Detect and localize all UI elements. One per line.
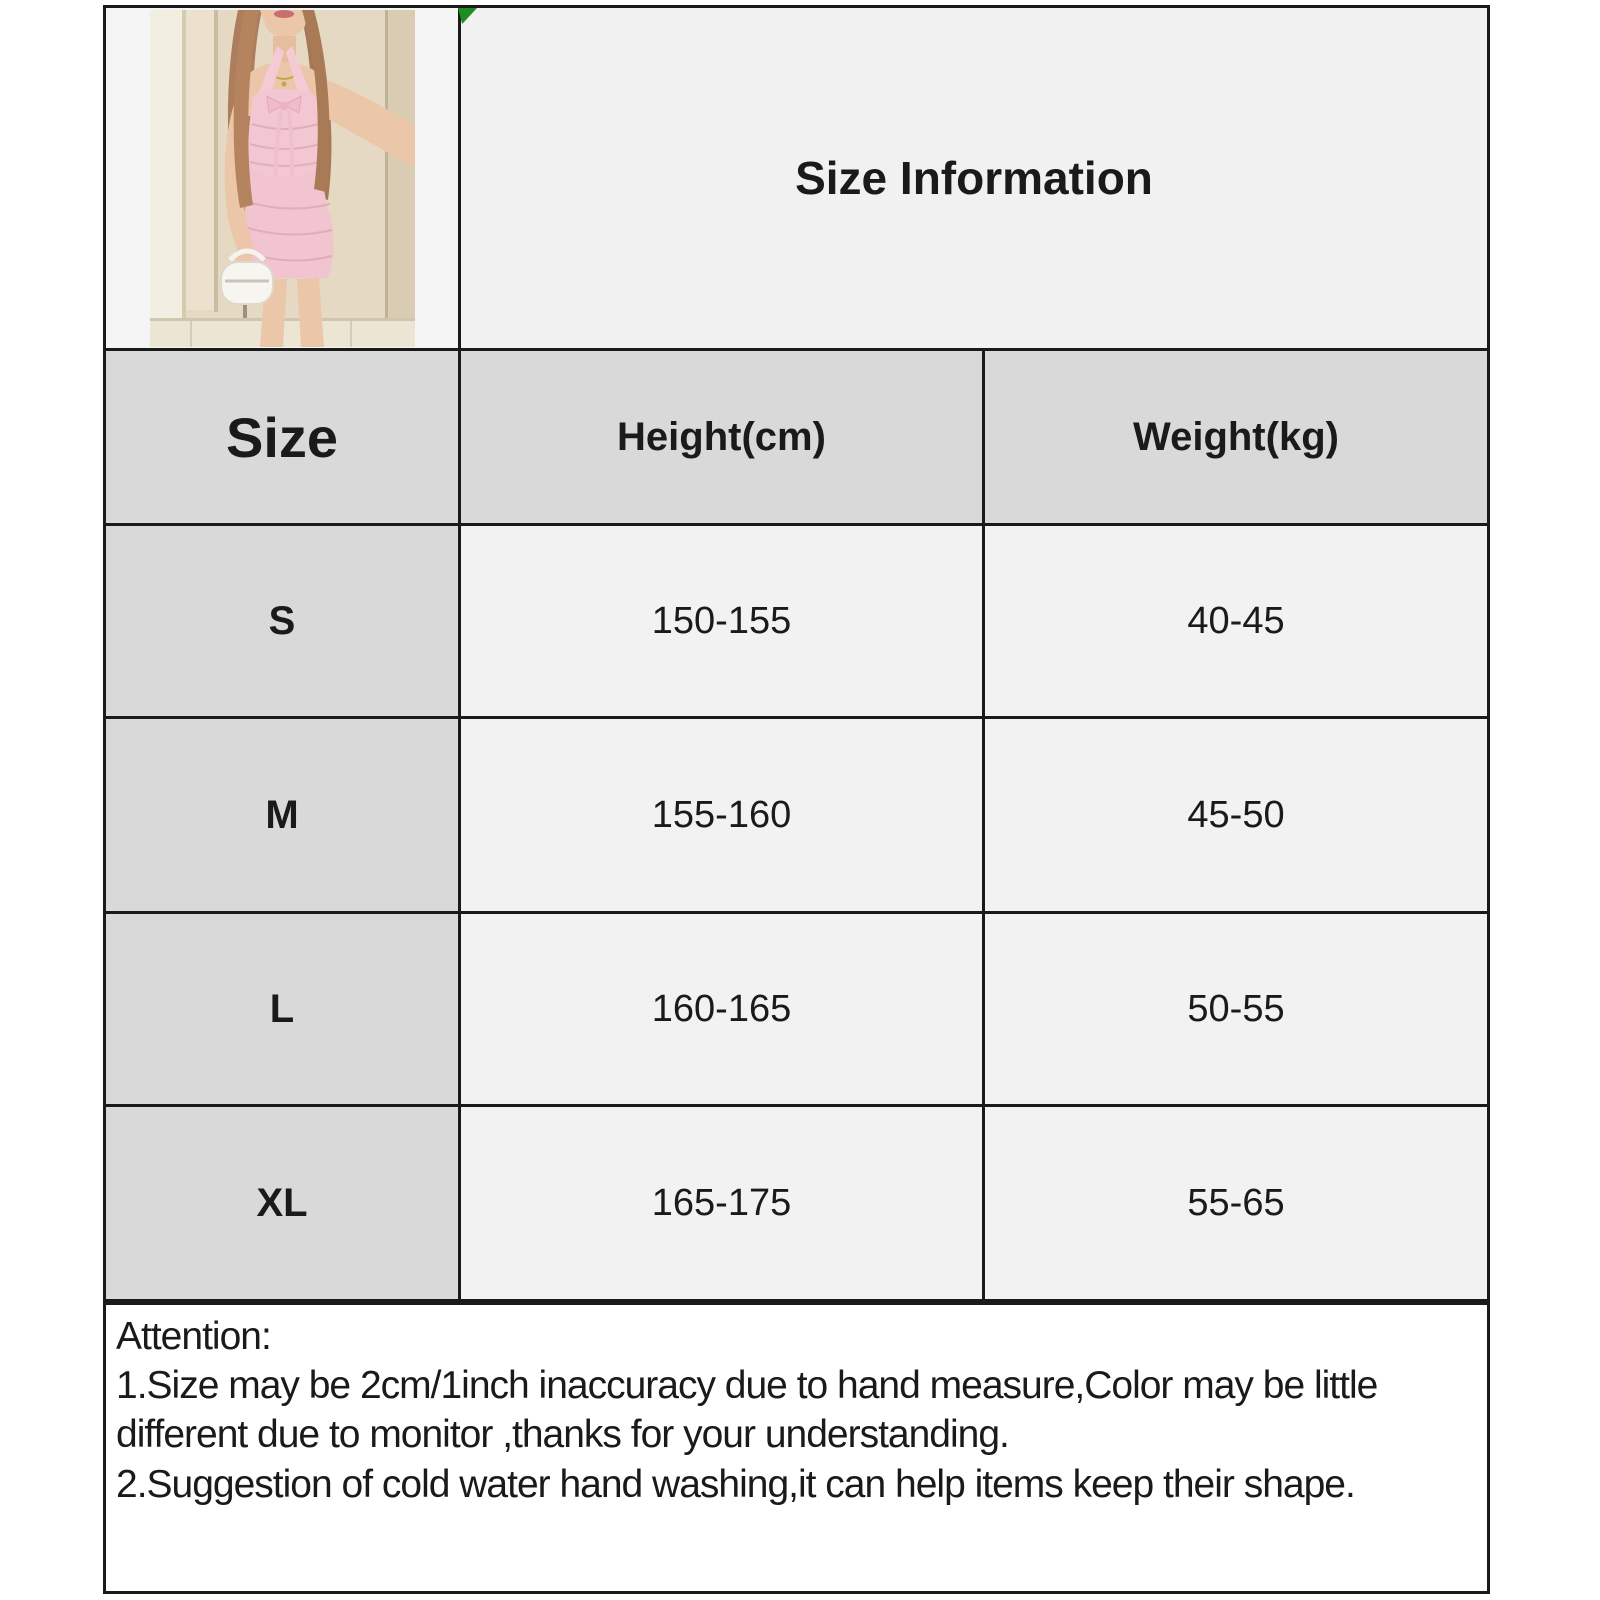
handbag-body xyxy=(221,262,273,304)
row-m-size: M xyxy=(106,719,458,911)
page-title: Size Information xyxy=(795,152,1153,204)
size-chart-table xyxy=(103,5,1490,1302)
product-photo-cell xyxy=(106,8,458,348)
column-header-size: Size xyxy=(106,351,458,523)
attention-title: Attention: xyxy=(116,1315,271,1358)
title-cell xyxy=(461,8,1487,348)
row-s-height: 150-155 xyxy=(461,526,982,716)
row-m-height: 155-160 xyxy=(461,719,982,911)
attention-note-2: 2.Suggestion of cold water hand washing,it can help items keep their shape. xyxy=(116,1463,1355,1507)
row-m-weight: 45-50 xyxy=(985,719,1487,911)
column-header-height: Height(cm) xyxy=(461,351,982,523)
attention-section xyxy=(103,1302,1490,1594)
column-header-weight: Weight(kg) xyxy=(985,351,1487,523)
attention-note-1: 1.Size may be 2cm/1inch inaccuracy due to hand measure,Color may be little different due to monitor ,thanks for your understanding. xyxy=(116,1363,1378,1457)
row-xl-height: 165-175 xyxy=(461,1107,982,1299)
row-xl-weight: 55-65 xyxy=(985,1107,1487,1299)
row-xl-size: XL xyxy=(106,1107,458,1299)
row-l-height: 160-165 xyxy=(461,914,982,1104)
row-l-size: L xyxy=(106,914,458,1104)
corner-flag-icon xyxy=(458,8,477,24)
product-photo xyxy=(150,10,415,347)
row-s-size: S xyxy=(106,526,458,716)
row-s-weight: 40-45 xyxy=(985,526,1487,716)
row-l-weight: 50-55 xyxy=(985,914,1487,1104)
